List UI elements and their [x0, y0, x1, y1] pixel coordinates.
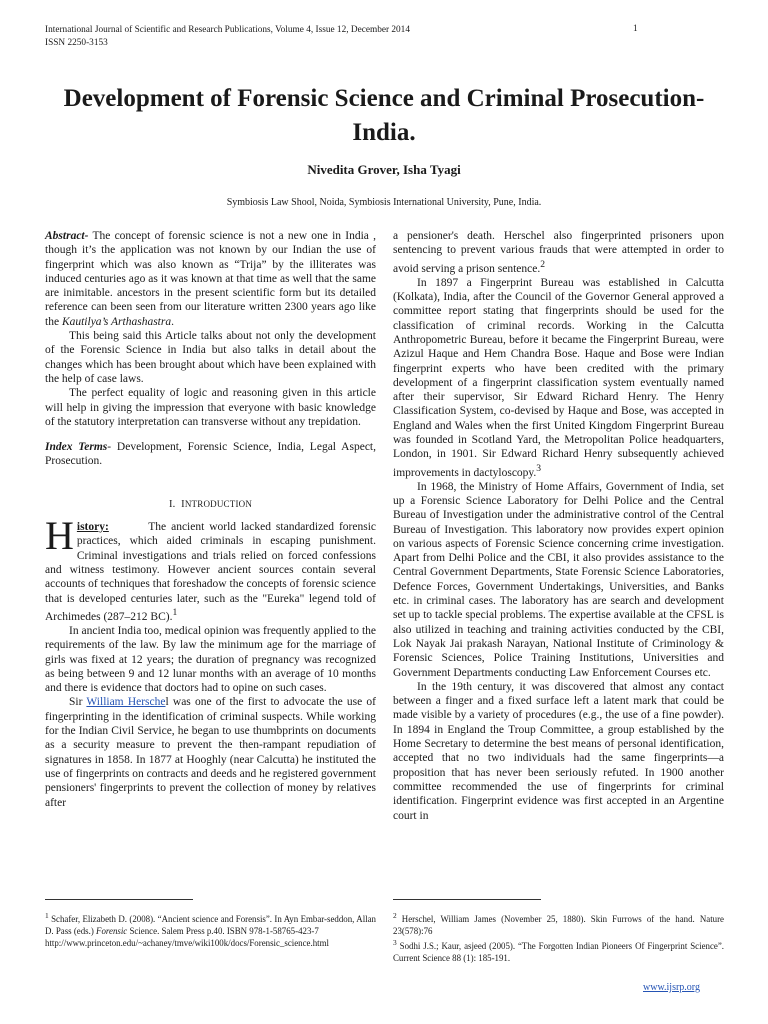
footnote-1: $^1$ Schafer, Elizabeth D. (2008). “Ancient science and Forensis”. In Ayn Embar-seddon, Allan D. Pass (eds.) Forensic Science. Salem Press p.40. ISBN 978-1-58765-423-7	[45, 911, 376, 936]
abstract-paragraph-2: This being said this Article talks about not only the development of the Forensic Science in India but also talks in detail about the changes which has been brought about which have been explained with the help of case laws.	[45, 330, 376, 385]
abstract-label: Abstract-	[45, 230, 89, 242]
section-heading: I. INTRODUCTION	[168, 498, 253, 510]
footnote-2: $^2$ Herschel, William James (November 25, 1880). Skin Furrows of the hand. Nature 23(578):76	[393, 911, 724, 936]
history-paragraph: History: The ancient world lacked standardized forensic practices, which aided criminals in escaping punishment. Criminal investigations and trials relied on forced confessions and witness testimony. However ancient sources contain several accounts of techniques that foreshadow the concepts of forensic science that is developed centuries later, such as the "Eureka" legend told of Archimedes (287–212 BC).$^1$	[45, 513, 377, 623]
page-number: 1	[633, 24, 638, 34]
footnotes-left	[45, 910, 376, 949]
index-terms: Index Terms- Development, Forensic Science, India, Legal Aspect, Prosecution.	[45, 441, 376, 468]
right-column	[393, 229, 724, 823]
body-paragraph: In ancient India too, medical opinion was frequently applied to the requirements of the law. By law the minimum age for the marriage of girls was fixed at 12 years; the duration of pregnancy was recognized as being between 9 and 12 lunar months with an average of 10 months and there is evidence that doctors had to opine on such cases.	[45, 624, 376, 695]
body-paragraph: In 1968, the Ministry of Home Affairs, Government of India, set up a Forensic Science Laboratory for Delhi Police and the Central Bureau of Investigation under the administrative control of the Central Bureau of Investigation. This laboratory now provides expert opinion on various aspects of Forensic Science concerning crime investigation. Apart from Delhi Police and the CBI, it also provides assistance to the Central Government Departments, State Forensic Science Laboratories, Defence Forces, Government Undertakings, Universities, and Banks etc. in criminal cases. The laboratory has are search and development set up to tackle special problems. The expertise available at the CFSL is also utilized in teaching and training activities conducted by the CBI, Lok Nayak Jai prakash Narayan, National Institute of Criminology & Forensic Sciences, Police Training Institutions, Universities and Government Departments conducting Law Enforcement Courses etc.	[393, 480, 724, 679]
footnote-3: $^3$ Sodhi J.S.; Kaur, asjeed (2005). “The Forgotten Indian Pioneers Of Fingerprint Science”. Current Science 88 (1): 185-191.	[393, 937, 724, 963]
footnote-ref: 1	[172, 606, 178, 618]
cited-work: Kautilya’s Arthashastra	[61, 315, 172, 328]
body-paragraph: In the 19th century, it was discovered that almost any contact between a finger and a fixed surface left a latent mark that could be made visible by a variety of procedures (e.g., the use of a fine powder). In 1894 in England the Troup Committee, a group established by the Home Secretary to determine the best means of personal identification, accepted that no two individuals had the same fingerprints—a proposition that has never been seriously refuted. In 1900 another committee recommended the use of fingerprints for criminal identification. Fingerprint evidence was first accepted in an Argentine court in	[393, 680, 724, 822]
paper-title: Development of Forensic Science and Criminal Prosecution-India.	[63, 85, 705, 146]
footnote-ref: 3	[536, 462, 542, 474]
footnote-divider	[45, 899, 193, 900]
index-terms-label: Index Terms	[45, 441, 108, 454]
footnote-url[interactable]: http://www.princeton.edu/~achaney/tmve/wiki100k/docs/Forensic_science.html	[45, 937, 329, 948]
left-column	[45, 229, 376, 810]
journal-header	[45, 24, 645, 50]
body-paragraph: a pensioner's death. Herschel also fingerprinted prisoners upon sentencing to prevent various frauds that were attempted in order to avoid serving a prison sentence.$^2$	[393, 230, 724, 275]
journal-url-link[interactable]: www.ijsrp.org	[643, 982, 700, 993]
issn: ISSN 2250-3153	[45, 38, 108, 48]
footnotes-right	[393, 910, 724, 964]
footnote-divider	[393, 899, 541, 900]
body-paragraph: In 1897 a Fingerprint Bureau was established in Calcutta (Kolkata), India, after the Council of the Governor General approved a committee report stating that fingerprints should be used for the classification of criminal records. Working in the Calcutta Anthropometric Bureau, before it became the Fingerprint Bureau, were Azizul Haque and Hem Chandra Bose. Haque and Bose were Indian fingerprint experts who have been credited with the primary development of a fingerprint classification system eventually named after their supervisor, Sir Edward Richard Henry. The Henry Classification System, co-devised by Haque and Bose, was accepted in England and Wales when the first United Kingdom Fingerprint Bureau was founded in Scotland Yard, the Metropolitan Police headquarters, London, in 1901. Sir Edward Richard Henry subsequently achieved improvements in dactyloscopy.$^3$	[393, 276, 724, 479]
footnote-ref: 2	[540, 258, 546, 270]
abstract-paragraph-3: The perfect equality of logic and reasoning given in this article will help in giving the impression that everyone with basic knowledge of the statutory interpretation can transverse without any trepidation.	[45, 387, 376, 428]
herschel-link[interactable]: William Hersche	[86, 696, 166, 709]
abstract-paragraph: Abstract- The concept of forensic science is not a new one in India , though it’s the application was not known by our Indian the use of fingerprint which was also known as “Trija” by the illiterates was induced centuries ago as it was known at that time as well that the same are inimitable. ancestors in the present scientific form but its detailed reference can been seen from our literature written 2300 years ago like the Kautilya’s Arthashastra.	[45, 230, 376, 328]
body-paragraph: Sir William Herschel was one of the first to advocate the use of fingerprinting in the identification of criminal suspects. While working for the Indian Civil Service, he began to use thumbprints on documents as a security measure to prevent the then-rampant repudiation of signatures in 1858. In 1877 at Hooghly (near Calcutta) he instituted the use of fingerprints on contracts and deeds and he registered government pensioners' fingerprints to prevent the collection of money by relatives after	[45, 696, 376, 809]
affiliation: Symbiosis Law Shool, Noida, Symbiosis International University, Pune, India.	[226, 197, 542, 208]
history-heading: istory:	[76, 521, 109, 534]
authors: Nivedita Grover, Isha Tyagi	[307, 162, 461, 177]
journal-line: International Journal of Scientific and Research Publications, Volume 4, Issue 12, December 2014	[45, 25, 410, 35]
drop-cap: H	[45, 513, 74, 559]
